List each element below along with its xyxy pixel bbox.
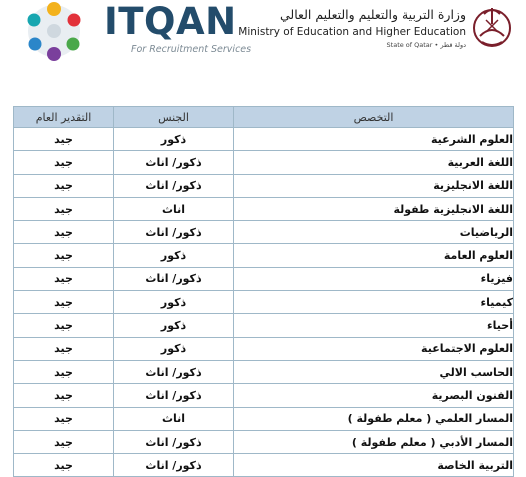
gender-cell: ذكور/ اناث [114, 174, 234, 197]
specialization-cell: العلوم العامة [234, 244, 514, 267]
column-header-specialization: التخصص [234, 107, 514, 128]
gender-cell: ذكور [114, 128, 234, 151]
table-row [14, 360, 514, 383]
table-row [14, 197, 514, 220]
gender-cell: ذكور [114, 314, 234, 337]
table-row [14, 267, 514, 290]
specialization-cell: العلوم الشرعية [234, 128, 514, 151]
brand-name: ITQAN [104, 0, 237, 43]
page-header [0, 0, 526, 106]
table-row [14, 430, 514, 453]
gender-cell: ذكور [114, 337, 234, 360]
table-row [14, 454, 514, 477]
table-row [14, 174, 514, 197]
table-row [14, 151, 514, 174]
itqan-logo-icon [24, 0, 84, 62]
specialization-cell: أحياء [234, 314, 514, 337]
grade-cell: جيد [14, 221, 114, 244]
gender-cell: ذكور/ اناث [114, 360, 234, 383]
specialization-cell: الحاسب الالي [234, 360, 514, 383]
state-label: State of Qatar • دولة قطر [386, 41, 466, 49]
grade-cell: جيد [14, 384, 114, 407]
table-row [14, 221, 514, 244]
grade-cell: جيد [14, 291, 114, 314]
specialization-cell: الرياضيات [234, 221, 514, 244]
grade-cell: جيد [14, 360, 114, 383]
specialization-table [13, 106, 514, 477]
specialization-cell: العلوم الاجتماعية [234, 337, 514, 360]
specialization-cell: المسار الأدبي ( معلم طفولة ) [234, 430, 514, 453]
grade-cell: جيد [14, 314, 114, 337]
gender-cell: اناث [114, 197, 234, 220]
specialization-cell: اللغة الانجليزية طفولة [234, 197, 514, 220]
table-row [14, 337, 514, 360]
gender-cell: اناث [114, 407, 234, 430]
specialization-cell: اللغة الانجليزية [234, 174, 514, 197]
qatar-emblem-icon [472, 2, 512, 52]
gender-cell: ذكور/ اناث [114, 384, 234, 407]
grade-cell: جيد [14, 430, 114, 453]
specialization-cell: المسار العلمي ( معلم طفولة ) [234, 407, 514, 430]
specialization-cell: التربية الخاصة [234, 454, 514, 477]
brand-tagline: For Recruitment Services [131, 44, 252, 55]
gender-cell: ذكور/ اناث [114, 221, 234, 244]
table-row [14, 384, 514, 407]
table-row [14, 407, 514, 430]
table-row [14, 314, 514, 337]
gender-cell: ذكور [114, 244, 234, 267]
grade-cell: جيد [14, 151, 114, 174]
column-header-gender: الجنس [114, 107, 234, 128]
gender-cell: ذكور [114, 291, 234, 314]
ministry-name-english: Ministry of Education and Higher Education [238, 26, 466, 38]
specialization-cell: كيمياء [234, 291, 514, 314]
grade-cell: جيد [14, 337, 114, 360]
gender-cell: ذكور/ اناث [114, 267, 234, 290]
grade-cell: جيد [14, 197, 114, 220]
gender-cell: ذكور/ اناث [114, 151, 234, 174]
grade-cell: جيد [14, 407, 114, 430]
grade-cell: جيد [14, 174, 114, 197]
specialization-cell: الفنون البصرية [234, 384, 514, 407]
grade-cell: جيد [14, 454, 114, 477]
table-row [14, 128, 514, 151]
grade-cell: جيد [14, 267, 114, 290]
ministry-name-arabic: وزارة التربية والتعليم والتعليم العالي [280, 7, 466, 22]
table-header-row [14, 107, 514, 128]
specialization-cell: فيزياء [234, 267, 514, 290]
grade-cell: جيد [14, 244, 114, 267]
grade-cell: جيد [14, 128, 114, 151]
gender-cell: ذكور/ اناث [114, 454, 234, 477]
gender-cell: ذكور/ اناث [114, 430, 234, 453]
table-row [14, 244, 514, 267]
specialization-cell: اللغة العربية [234, 151, 514, 174]
table-row [14, 291, 514, 314]
column-header-grade: التقدير العام [14, 107, 114, 128]
